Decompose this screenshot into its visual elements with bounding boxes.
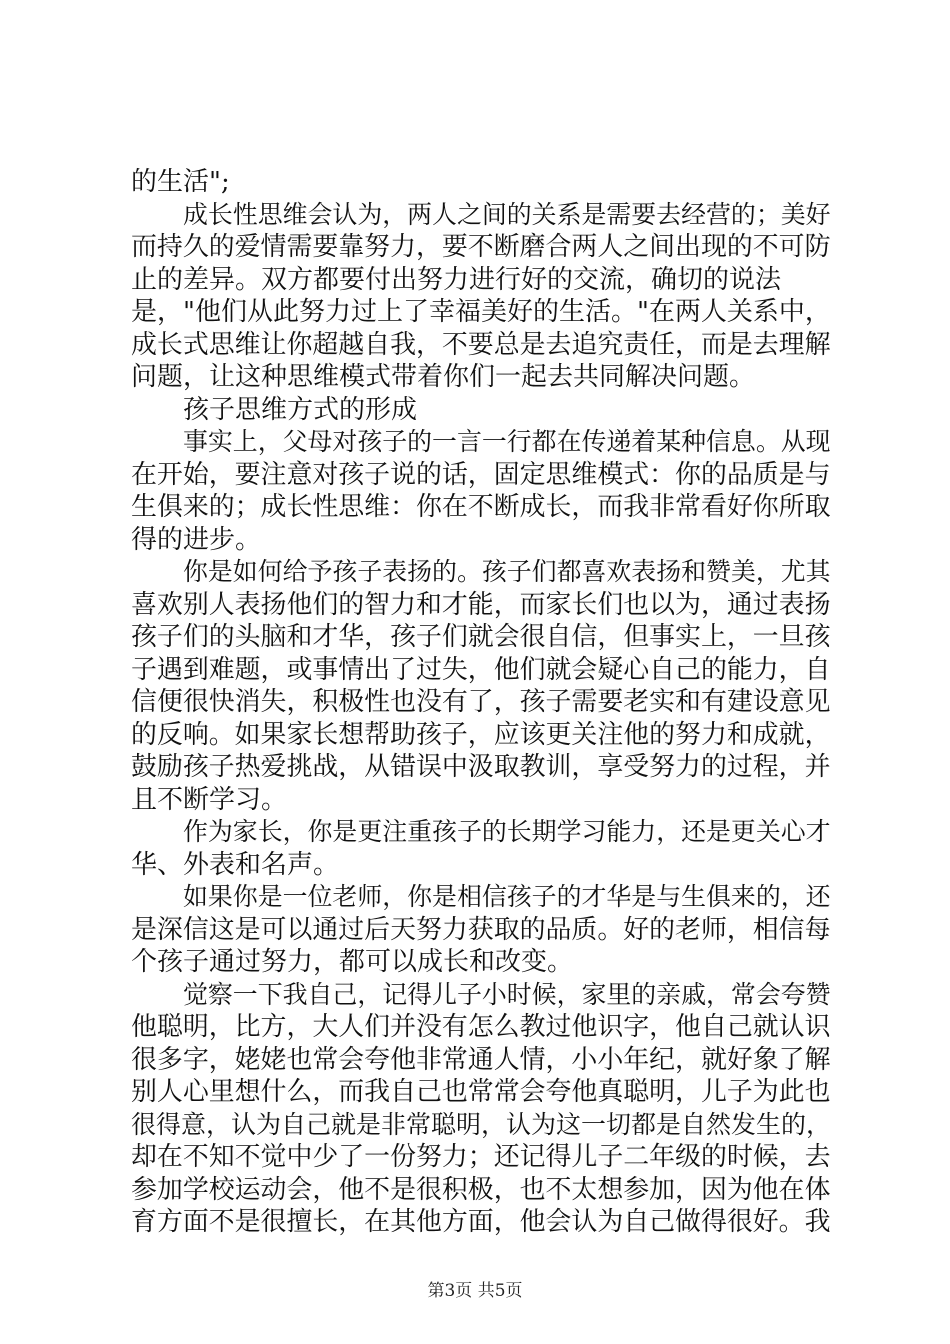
text-line: 的反响。如果家长想帮助孩子，应该更关注他的努力和成就， [131,719,831,750]
text-line: 成长性思维会认为，两人之间的关系是需要去经营的；美好 [183,199,831,229]
text-line: 很得意，认为自己就是非常聪明，认为这一切都是自然发生的， [131,1109,832,1139]
document-body [131,166,831,1239]
text-line: 鼓励孩子热爱挑战，从错误中汲取教训，享受努力的过程，并 [131,752,831,782]
text-line: 生俱来的；成长性思维：你在不断成长，而我非常看好你所取 [131,492,831,522]
text-line: 觉察一下我自己，记得儿子小时候，家里的亲戚，常会夸赞 [183,979,831,1009]
text-line: 却在不知不觉中少了一份努力；还记得儿子二年级的时候，去 [131,1142,831,1172]
text-line: 作为家长，你是更注重孩子的长期学习能力，还是更关心才 [183,817,831,846]
text-line: 很多字，姥姥也常会夸他非常通人情，小小年纪，就好象了解 [131,1044,831,1075]
text-line: 你是如何给予孩子表扬的。孩子们都喜欢表扬和赞美，尤其 [183,557,831,586]
text-line: 别人心里想什么，而我自己也常常会夸他真聪明，儿子为此也 [131,1077,831,1107]
text-line: 如果你是一位老师，你是相信孩子的才华是与生俱来的，还 [183,882,831,911]
text-line: 是深信这是可以通过后天努力获取的品质。好的老师，相信每 [131,914,831,945]
text-line: 且不断学习。 [131,784,288,815]
text-line: 子遇到难题，或事情出了过失，他们就会疑心自己的能力，自 [131,654,831,685]
text-line: 问题，让这种思维模式带着你们一起去共同解决问题。 [131,362,756,392]
text-line: 孩子们的头脑和才华，孩子们就会很自信，但事实上，一旦孩 [131,622,831,652]
text-line: 止的差异。双方都要付出努力进行好的交流，确切的说法 [131,264,782,295]
text-line: 事实上，父母对孩子的一言一行都在传递着某种信息。从现 [183,427,831,456]
text-line: 参加学校运动会，他不是很积极，也不太想参加，因为他在体 [131,1174,831,1205]
page-footer: 第3页 共5页 [427,1281,523,1301]
text-line: 的生活"; [131,167,230,197]
text-line: 喜欢别人表扬他们的智力和才能，而家长们也以为，通过表扬 [131,589,831,620]
text-line: 成长式思维让你超越自我，不要总是去追究责任，而是去理解 [131,329,831,360]
text-line: 是，"他们从此努力过上了幸福美好的生活。"在两人关系中， [131,297,831,327]
text-line: 信便很快消失，积极性也没有了，孩子需要老实和有建设意见 [131,687,831,717]
text-line: 在开始，要注意对孩子说的话，固定思维模式：你的品质是与 [131,459,831,490]
text-line: 得的进步。 [131,524,262,555]
text-line: 育方面不是很擅长，在其他方面，他会认为自己做得很好。我 [131,1207,831,1237]
text-line: 华、外表和名声。 [131,849,340,880]
text-line: 孩子思维方式的形成 [183,394,418,425]
text-line: 而持久的爱情需要靠努力，要不断磨合两人之间出现的不可防 [131,232,831,262]
text-line: 他聪明，比方，大人们并没有怎么教过他识字，他自己就认识 [131,1012,831,1042]
text-line: 个孩子通过努力，都可以成长和改变。 [131,947,574,977]
